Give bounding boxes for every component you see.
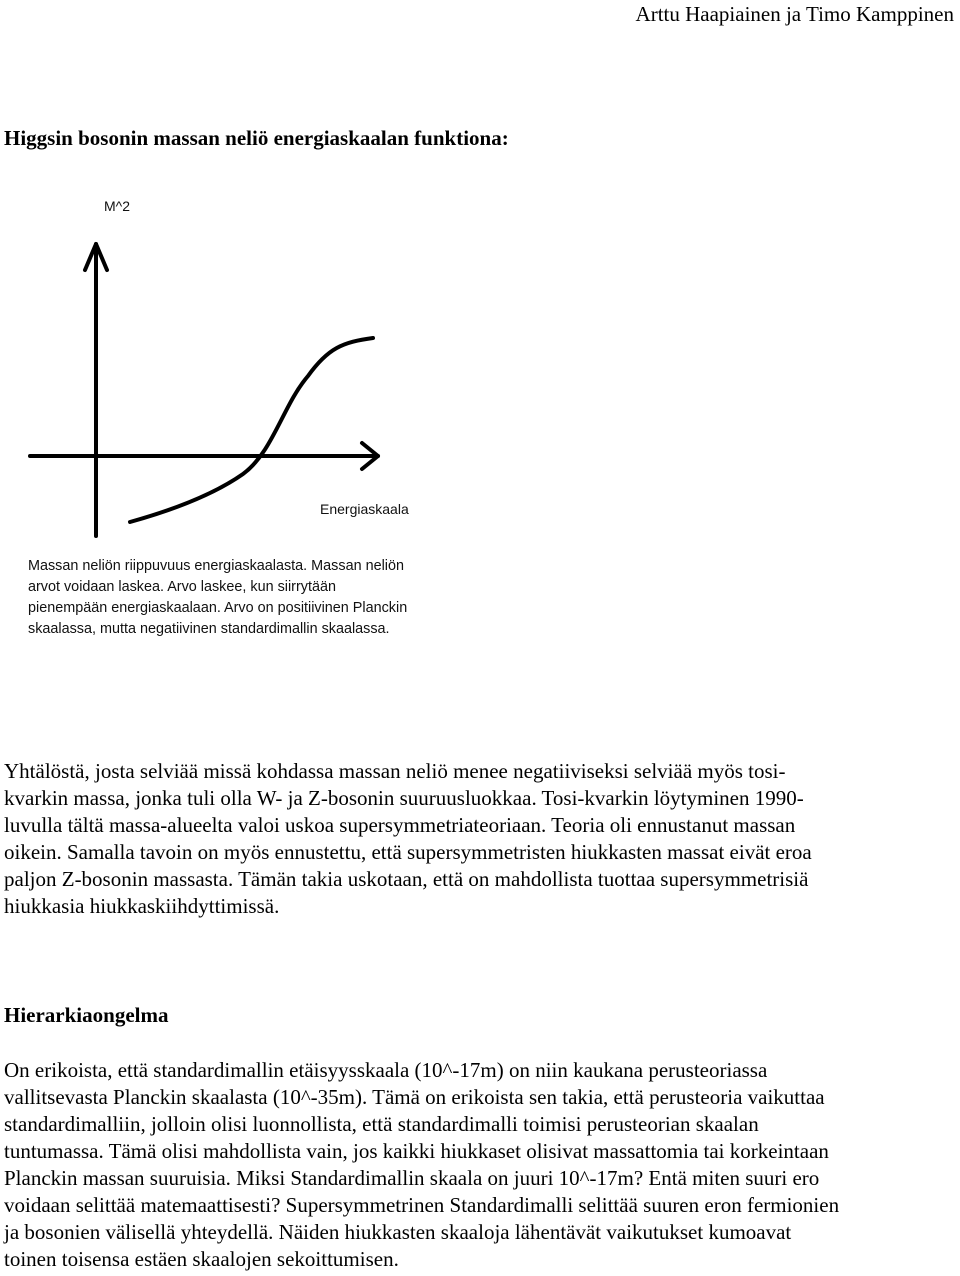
section-title-hierarchy: Hierarkiaongelma: [4, 1003, 169, 1027]
mass-squared-curve: [130, 338, 373, 522]
figure-graph: [28, 190, 468, 550]
section-title-higgs: Higgsin bosonin massan neliö energiaskaalan funktiona:: [4, 126, 509, 150]
paragraph-hierarchy-problem: On erikoista, että standardimallin etäisyysskaala (10^-17m) on niin kaukana perusteoriassa vallitsevasta Planckin skaalasta (10^-35m). Tämä on erikoista sen takia, että perusteoria vaikuttaa standardimalliin, jolloin olisi luonnollista, että standardimalli toimisi perusteorian skaalan tuntumassa. Tämä olisi mahdollista vain, jos kaikki hiukkaset olisivat massattomia tai korkeintaan Planckin massan suuruisia. Miksi Standardimallin skaala on juuri 10^-17m? Entä miten suuri ero voidaan selittää matemaattisesti? Supersymmetrinen Standardimalli selittää suuren eron fermionien ja bosonien välisellä yhteydellä. Näiden hiukkasten skaaloja lähentävät vaikutukset kumoavat toinen toisensa estäen skaalojen sekoittumisen.: [4, 1058, 840, 1271]
y-axis-label: M^2: [104, 198, 131, 214]
x-axis-label: Energiaskaala: [320, 501, 409, 517]
higgs-mass-figure: [28, 190, 468, 650]
paragraph-top-quark: Yhtälöstä, josta selviää missä kohdassa massan neliö menee negatiiviseksi selviää myös tosi- kvarkin massa, jonka tuli olla W- ja Z-bosonin suuruusluokkaa. Tosi-kvarkin löytyminen 1990- luvulla tältä massa-alueelta valoi uskoa supersymmetriateoriaan. Teoria oli ennustanut massan oikein. Samalla tavoin on myös ennustettu, että supersymmetristen hiukkasten massat eivät eroa paljon Z-bosonin massasta. Tämän takia uskotaan, että on mahdollista tuottaa supersymmetrisiä hiukkasia hiukkaskiihdyttimissä.: [4, 759, 812, 918]
page-header-authors: Arttu Haapiainen ja Timo Kamppinen: [635, 2, 954, 26]
figure-caption: Massan neliön riippuvuus energiaskaalasta. Massan neliön arvot voidaan laskea. Arvo laskee, kun siirrytään pienempään energiaskaalaan. Arvo on positiivinen Planckin skaalassa, mutta negatiivinen standardimallin skaalassa.: [28, 558, 408, 637]
